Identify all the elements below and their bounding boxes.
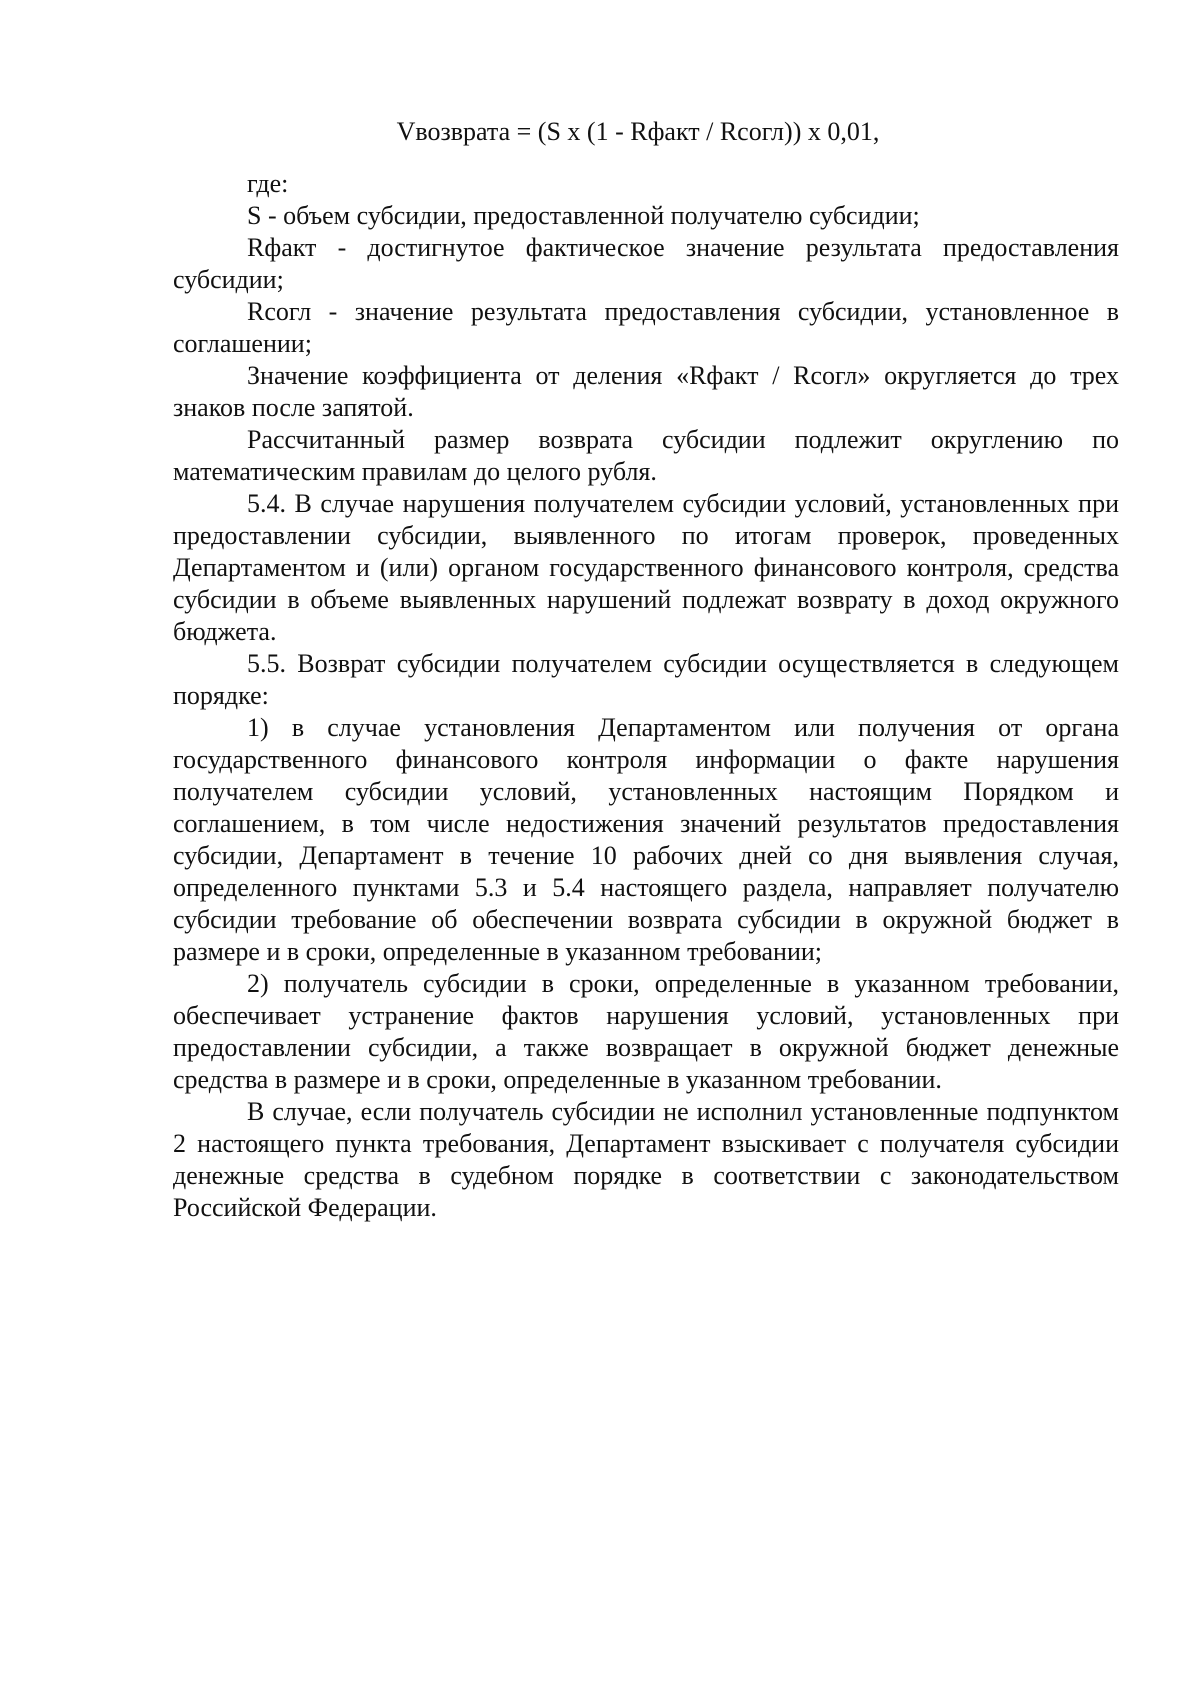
paragraph-item-2: 2) получатель субсидии в сроки, определенные в указанном требовании, обеспечивает устранение фактов нарушения условий, установленных при предоставлении субсидии, а также возвращает в окружной бюджет денежные средства в размере и в сроки, определенные в указанном требовании. [173, 969, 1119, 1094]
document-body [173, 116, 1119, 1224]
paragraph-item-1: 1) в случае установления Департаментом или получения от органа государственного финансового контроля информации о факте нарушения получателем субсидии условий, установленных настоящим Порядком и соглашением, в том числе недостижения значений результатов предоставления субсидии, Департамент в течение 10 рабочих дней со дня выявления случая, определенного пунктами 5.3 и 5.4 настоящего раздела, направляет получателю субсидии требование об обеспечении возврата субсидии в окружной бюджет в размере и в сроки, определенные в указанном требовании; [173, 713, 1119, 966]
paragraph-where: где: [247, 169, 289, 198]
paragraph-5-4: 5.4. В случае нарушения получателем субсидии условий, установленных при предоставлении субсидии, выявленного по итогам проверок, проведенных Департаментом и (или) органом государственного финансового контроля, средства субсидии в объеме выявленных нарушений подлежат возврату в доход окружного бюджета. [173, 489, 1119, 646]
paragraph-court-recovery: В случае, если получатель субсидии не исполнил установленные подпунктом 2 настоящего пункта требования, Департамент взыскивает с получателя субсидии денежные средства в судебном порядке в соответствии с законодательством Российской Федерации. [173, 1097, 1119, 1222]
paragraph-refund-rounding: Рассчитанный размер возврата субсидии подлежит округлению по математическим правилам до целого рубля. [173, 425, 1119, 486]
paragraph-rsogl-definition: Rсогл - значение результата предоставления субсидии, установленное в соглашении; [173, 297, 1119, 358]
paragraph-s-definition: S - объем субсидии, предоставленной получателю субсидии; [247, 201, 920, 230]
paragraph-5-5: 5.5. Возврат субсидии получателем субсидии осуществляется в следующем порядке: [173, 649, 1119, 710]
paragraph-rfact-definition: Rфакт - достигнутое фактическое значение результата предоставления субсидии; [173, 233, 1119, 294]
refund-formula [173, 116, 1119, 148]
refund-formula-text: Vвозврата = (S x (1 - Rфакт / Rсогл)) x 0,01, [396, 117, 880, 146]
paragraph-coefficient-rounding: Значение коэффициента от деления «Rфакт / Rсогл» округляется до трех знаков после запятой. [173, 361, 1119, 422]
